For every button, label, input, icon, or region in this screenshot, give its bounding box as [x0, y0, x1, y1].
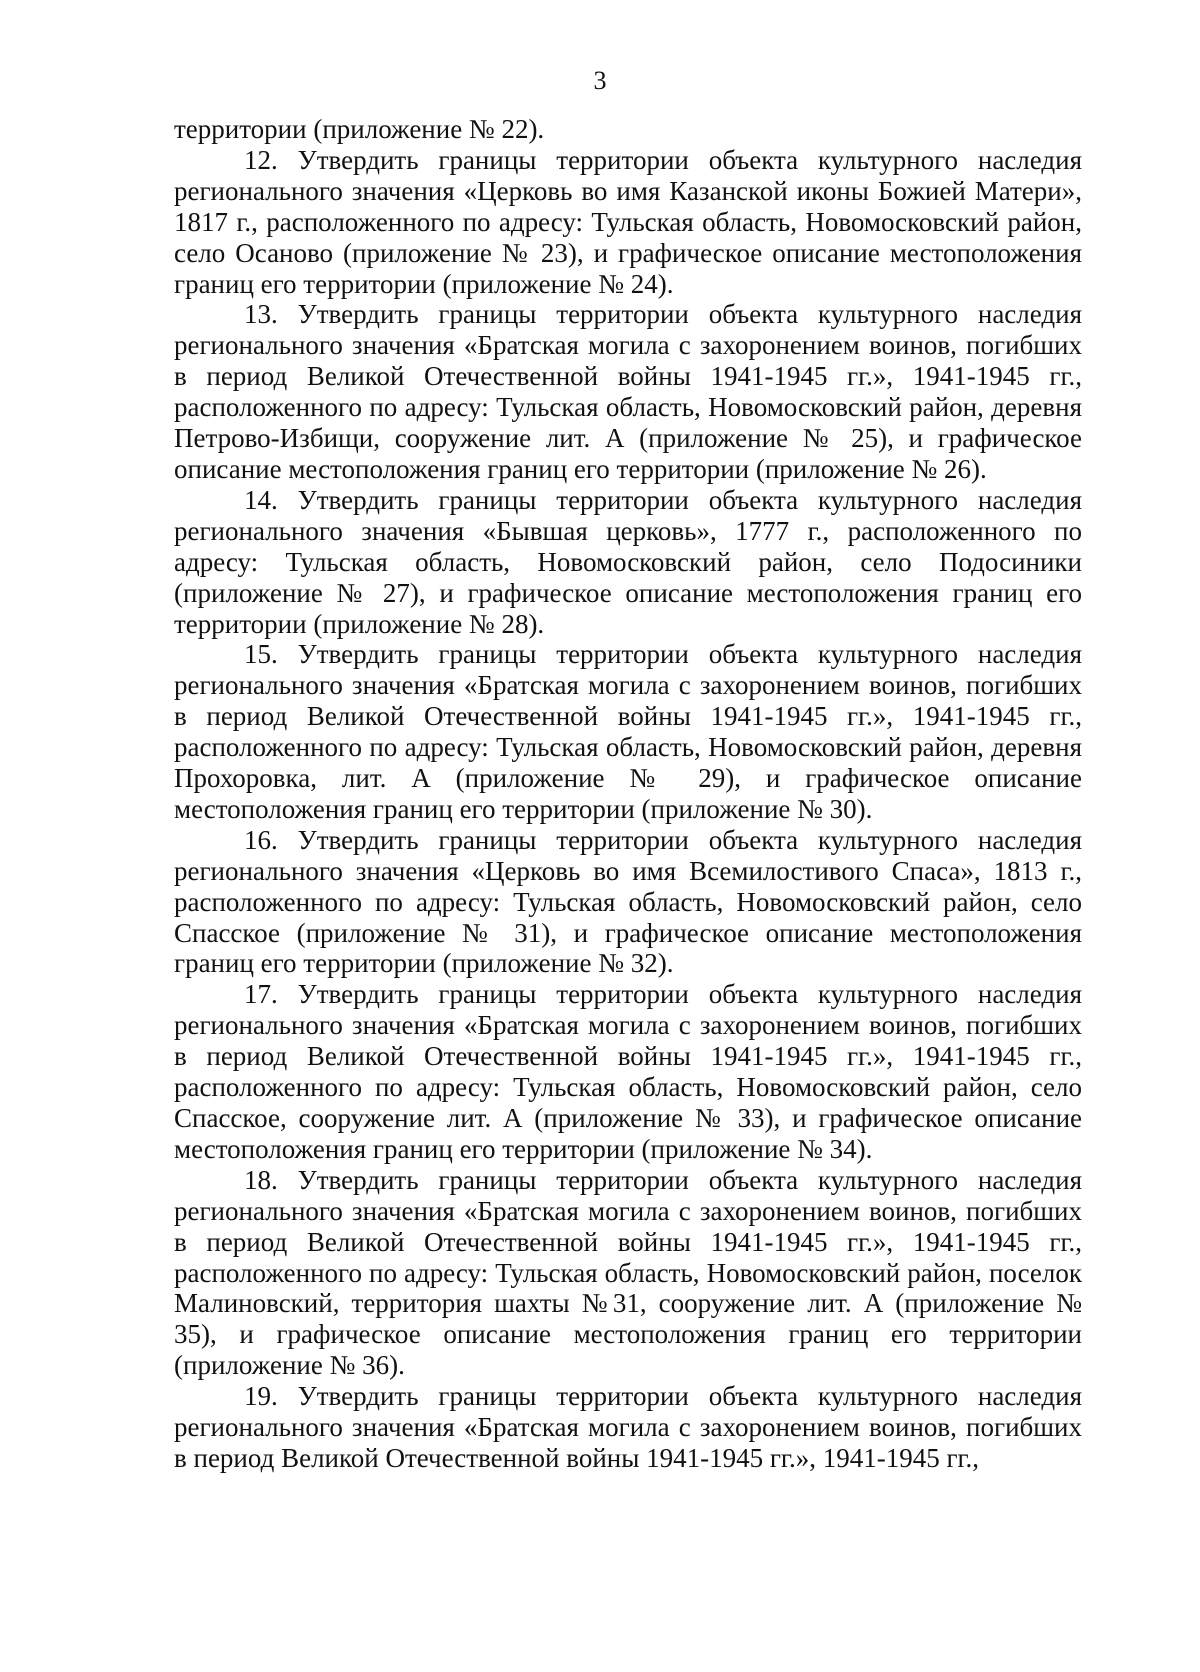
paragraph-continuation: территории (приложение № 22). — [174, 114, 545, 144]
paragraph-item-14: 14. Утвердить границы территории объекта культурного наследия регионального значения «Бывшая церковь», 1777 г., расположенного по адресу: Тульская область, Новомосковский район, село Подосиники (приложение № 27), и графическое описание местоположения границ его территории (приложение № 28). — [174, 484, 1082, 639]
paragraph-item-18: 18. Утвердить границы территории объекта культурного наследия регионального значения «Братская могила с захоронением воинов, погибших в период Великой Отечественной войны 1941-1945 гг.», 1941-1945 гг., расположенного по адресу: Тульская область, Новомосковский район, поселок Малиновский, территория шахты №31, сооружение лит. А (приложение № 35), и графическое описание местоположения границ его территории (приложение № 36). — [174, 1164, 1082, 1381]
paragraph-item-17: 17. Утвердить границы территории объекта культурного наследия регионального значения «Братская могила с захоронением воинов, погибших в период Великой Отечественной войны 1941-1945 гг.», 1941-1945 гг., расположенного по адресу: Тульская область, Новомосковский район, село Спасское, сооружение лит. А (приложение № 33), и графическое описание местоположения границ его территории (приложение № 34). — [174, 979, 1082, 1164]
paragraph-item-16: 16. Утвердить границы территории объекта культурного наследия регионального значения «Церковь во имя Всемилостивого Спаса», 1813 г., расположенного по адресу: Тульская область, Новомосковский район, село Спасское (приложение № 31), и графическое описание местоположения границ его территории (приложение № 32). — [174, 824, 1082, 979]
document-body — [174, 114, 1082, 1474]
paragraph-item-13: 13. Утвердить границы территории объекта культурного наследия регионального значения «Братская могила с захоронением воинов, погибших в период Великой Отечественной войны 1941-1945 гг.», 1941-1945 гг., расположенного по адресу: Тульская область, Новомосковский район, деревня Петрово-Избищи, сооружение лит. А (приложение № 25), и графическое описание местоположения границ его территории (приложение № 26). — [174, 299, 1082, 484]
paragraph-item-15: 15. Утвердить границы территории объекта культурного наследия регионального значения «Братская могила с захоронением воинов, погибших в период Великой Отечественной войны 1941-1945 гг.», 1941-1945 гг., расположенного по адресу: Тульская область, Новомосковский район, деревня Прохоровка, лит. А (приложение № 29), и графическое описание местоположения границ его территории (приложение № 30). — [174, 639, 1082, 824]
paragraph-item-19: 19. Утвердить границы территории объекта культурного наследия регионального значения «Братская могила с захоронением воинов, погибших в период Великой Отечественной войны 1941-1945 гг.», 1941-1945 гг., — [174, 1381, 1082, 1473]
paragraph-item-12: 12. Утвердить границы территории объекта культурного наследия регионального значения «Церковь во имя Казанской иконы Божией Матери», 1817 г., расположенного по адресу: Тульская область, Новомосковский район, село Осаново (приложение № 23), и графическое описание местоположения границ его территории (приложение № 24). — [174, 144, 1082, 299]
page-number: 3 — [593, 66, 607, 95]
